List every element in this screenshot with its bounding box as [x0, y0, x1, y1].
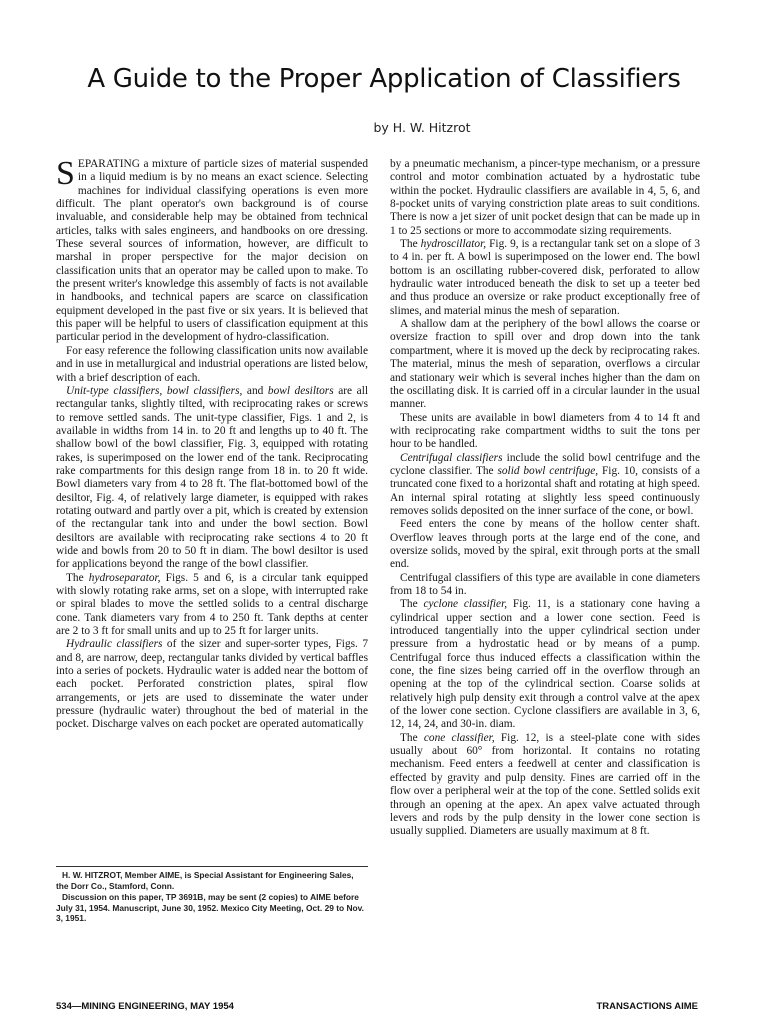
paragraph [390, 732, 700, 839]
paragraph-text: of the sizer and super-sorter types, Figs. 7 and 8, are narrow, deep, rectangular tanks divided by vertical baffles into a series of pockets. Hydraulic water is added near the bottom of each pocket. Perforated constriction plates, spiral flow arrangements, or jets are used to disseminate the water under pressure (hydraulic water) throughout the bed of material in the pocket. Discharge valves on each pocket are operated automatically [56, 638, 368, 731]
paragraph: A shallow dam at the periphery of the bowl allows the coarse or oversize fraction to spill over and drop down into the tank compartment, where it is moved up the deck by reciprocating rakes. The material, minus the mesh of separation, overflows a circular and stationary weir which is several inches higher than the dam on the oscillating disk. It is carried off in a circular launder in the usual manner. [390, 318, 700, 411]
paragraph-text: are all rectangular tanks, slightly tilted, with reciprocating rakes or screws to remove settled sands. The unit-type classifier, Figs. 1 and 2, is available in widths from 14 in. to 20 ft and lengths up to 40 ft. The shallow bowl of the bowl classifier, Fig. 3, equipped with rotating rakes, is superimposed on the lower end of the tank. Reciprocating rake compartments for this design range from 18 in. to 20 ft wide. Bowl diameters vary from 4 to 28 ft. The flat-bottomed bowl of the desiltor, Fig. 4, of relatively large diameter, is equipped with rakes rotating outward and partly over a pit, which is created by extension of the rectangular tank into and under the bowl section. Bowl desiltors are available with reciprocating rake sections 4 to 20 ft wide and bowls from 20 to 50 ft in diam. The bowl desiltor is used for applications beyond the range of the bowl classifier. [56, 384, 368, 571]
term: Centrifugal classifiers [400, 451, 503, 464]
paragraph [390, 238, 700, 318]
paragraph-text: include the solid bowl centrifuge and the cyclone classifier. The [390, 451, 700, 477]
term: cyclone classifier, [423, 598, 508, 611]
paragraph-text: The [66, 571, 89, 584]
term: hydroscillator, [420, 238, 487, 251]
drop-cap: S [56, 155, 75, 192]
term: Unit-type classifiers, bowl classifiers, [66, 384, 243, 397]
paragraph [390, 598, 700, 731]
paragraph-text: Fig. 10, consists of a truncated cone fixed to a horizontal shaft and rotating at high speed. An internal spiral rotating at slightly less speed continuously removes solids deposited on the inner surface of the cone, or bowl. [390, 464, 700, 517]
footnote-discussion: Discussion on this paper, TP 3691B, may be sent (2 copies) to AIME before July 31, 1954. Manuscript, June 30, 1952. Mexico City Meeting, Oct. 29 to Nov. 3, 1951. [56, 892, 364, 924]
paragraph [390, 452, 700, 519]
paragraph-text: and [242, 384, 268, 397]
page-folio-left: 534—MINING ENGINEERING, MAY 1954 [56, 1001, 234, 1012]
paragraph-text: The [400, 731, 424, 744]
paragraph: Centrifugal classifiers of this type are available in cone diameters from 18 to 54 in. [390, 571, 700, 597]
left-column [56, 155, 369, 732]
paragraph [56, 385, 368, 572]
page-folio-right: TRANSACTIONS AIME [596, 1001, 698, 1012]
term: Hydraulic classifiers [66, 638, 163, 651]
paragraph-text: The [400, 238, 421, 251]
footnote-author: H. W. HITZROT, Member AIME, is Special Assistant for Engineering Sales, the Dorr Co., Stamford, Conn. [56, 870, 354, 891]
term: cone classifier, [423, 731, 495, 744]
paragraph [56, 155, 368, 345]
paragraph: These units are available in bowl diameters from 4 to 14 ft and with reciprocating rake compartment widths to suit the tons per hour to be handled. [390, 411, 700, 451]
paragraph-text: Fig. 9, is a rectangular tank set on a slope of 3 to 4 in. per ft. A bowl is superimposed on the lower end. The bowl bottom is an oscillating rubber-covered disk, perforated to allow hydraulic water introduced beneath the disk to set up a teeter bed and thus produce an oversize or rake product exceptionally free of slimes, and material minus the mesh of separation. [390, 238, 700, 317]
paragraph: For easy reference the following classification units now available and in use in metallurgical and industrial operations are listed below, with a brief description of each. [56, 344, 368, 384]
paragraph: by a pneumatic mechanism, a pincer-type mechanism, or a pressure control and motor combination actuated by a hydrostatic tube within the pocket. Hydraulic classifiers are available in 4, 5, 6, and 8-pocket units of varying constriction plate areas to suit conditions. There is now a jet sizer of unit pocket design that can be made up in 1 to 25 sections or more to accommodate sizing requirements. [390, 158, 700, 237]
author-byline: by H. W. Hitzrot [373, 120, 471, 135]
paragraph-text: EPARATING a mixture of particle sizes of material suspended in a liquid medium is by no means an exact science. Selecting machines for individual classifying operations is even more difficult. The plant operator's own background is of course invaluable, and considerable help may be obtained from technical articles, talks with sales engineers, and handbooks on ore dressing. These several sources of information, however, are difficult to marshal in proper perspective for the major decision on classification units that an operator may be called upon to make. To the present writer's knowledge this assembly of facts is not available in handbooks, and technical papers are scarce on classification equipment developed in the past five or six years. It is believed that this paper will be helpful to users of classification equipment at this particular period in the development of hydro-classification. [56, 158, 368, 344]
paragraph-text: Figs. 5 and 6, is a circular tank equipped with slowly rotating rake arms, set on a slope, with interrupted rake or spiral blades to move the settled solids to a central discharge cone. Tank diameters vary from 4 to 250 ft. Tank depths at center are 2 to 3 ft for small units and up to 25 ft for larger units. [56, 571, 369, 638]
term: hydroseparator, [88, 571, 161, 584]
paragraph-text: Fig. 12, is a steel-plate cone with sides usually about 60° from horizontal. It contains no rotating mechanism. Feed enters a feedwell at center and classification is effected by gravity and pulp density. Fines are carried off in the flow over a peripheral weir at the top of the cone. Settled solids exit through an opening at the apex. An apex valve actuated through levers and rods by the pulp density in the lower cone section is usually supplied. Diameters are usually maximum at 8 ft. [390, 731, 700, 838]
paragraph: Feed enters the cone by means of the hollow center shaft. Overflow leaves through ports at the large end of the cone, and oversize solids, moved by the spiral, exit through ports at the small end. [390, 518, 700, 571]
term: solid bowl centrifuge, [497, 464, 599, 477]
paragraph [56, 572, 368, 639]
footnote-divider [56, 866, 368, 867]
term: bowl desiltors [267, 384, 334, 397]
paragraph-text: The [400, 598, 424, 611]
paragraph [56, 638, 368, 731]
paragraph-text: Fig. 11, is a stationary cone having a cylindrical upper section and a lower cone section. Feed is introduced tangentially into the upper cylindrical section under pressure from a hydrostatic head or by means of a pump. Centrifugal force thus induced effects a classification within the cone, the fine sizes being carried off in the overflow through an opening at the top of the cylindrical section. Coarse solids at relatively high pulp density exit through a control valve at the apex of the lower cone section. Cyclone classifiers are available in 3, 6, 12, 14, 24, and 30-in. diam. [390, 598, 700, 731]
right-column [390, 158, 700, 839]
article-title: A Guide to the Proper Application of Classifiers [87, 64, 681, 94]
footnote [56, 870, 368, 925]
